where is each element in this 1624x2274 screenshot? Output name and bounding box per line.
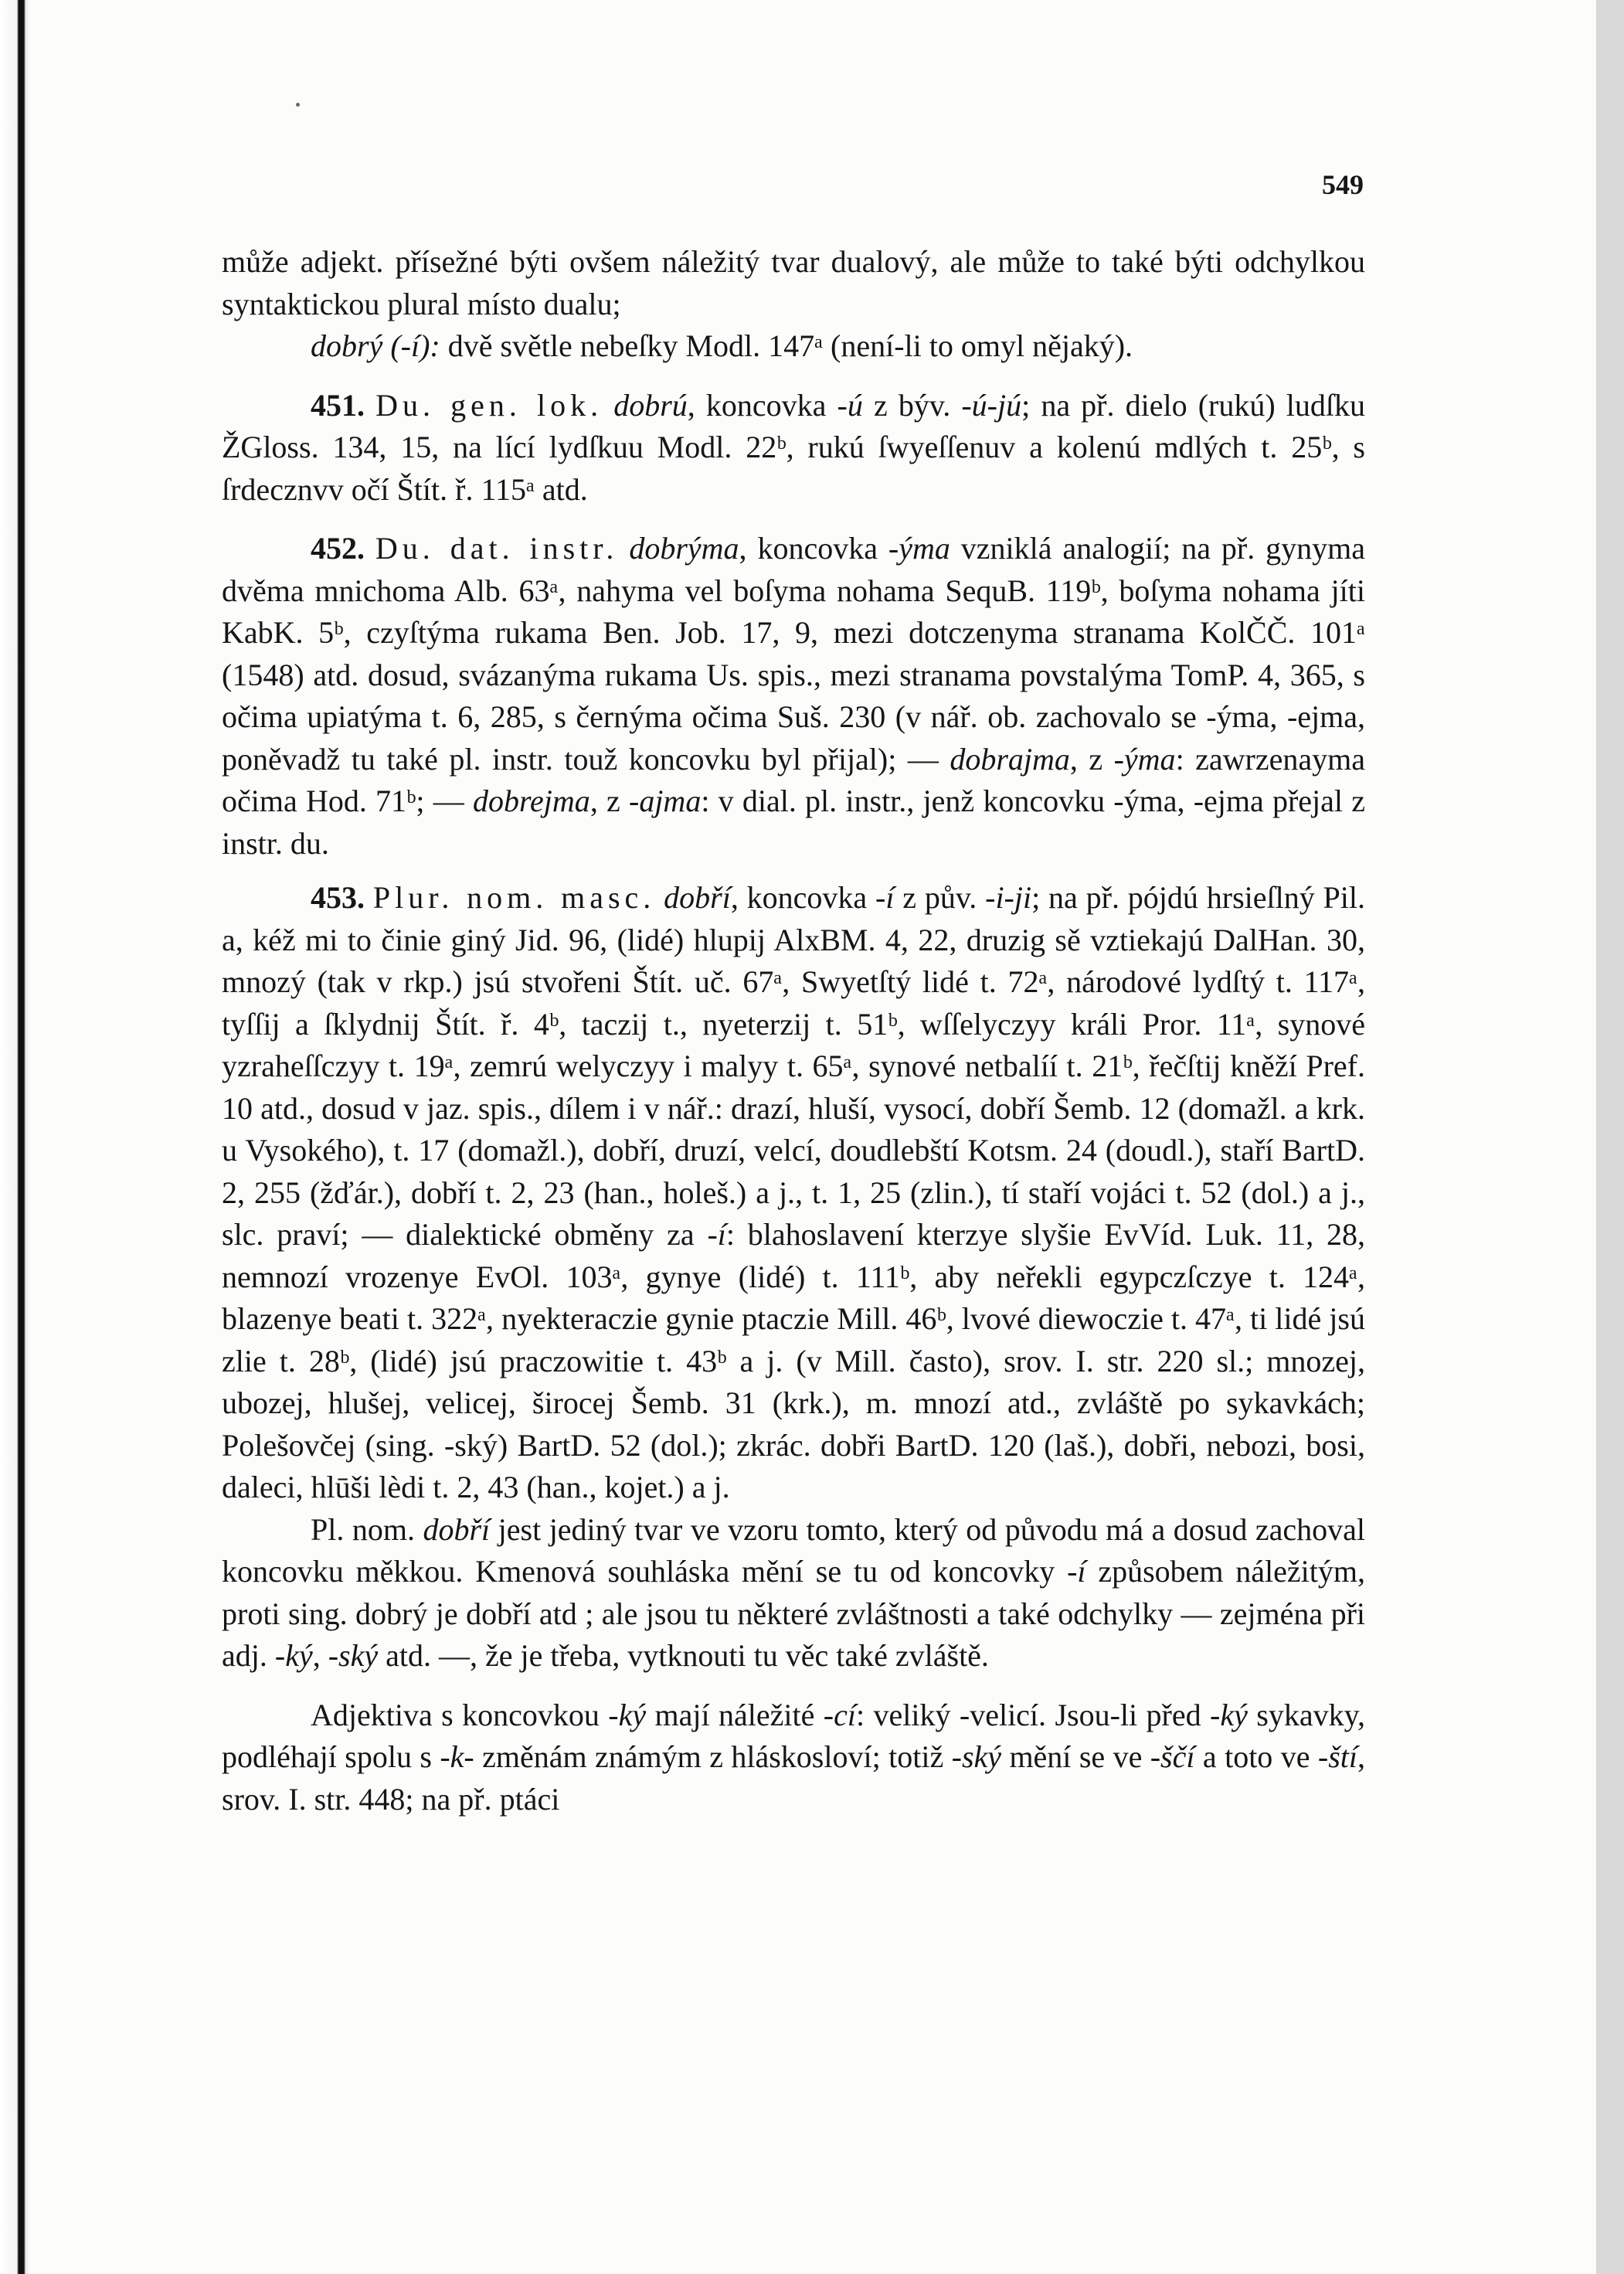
section-451: 451. Du. gen. lok. dobrú, koncovka -ú z býv. -ú-jú; na př. dielo (rukú) ludſku ŽGloss. 134, 15, na lící lydſkuu Modl. 22ᵇ, rukú ſwyeſſenuv a kolenú mdlých t. 25ᵇ, s ſrdecznvv očí Štít. ř. 115ᵃ atd. bbox=[222, 387, 1365, 507]
form-italic: dobrý (-í): bbox=[311, 328, 440, 363]
section-number: 453. bbox=[311, 880, 365, 915]
paragraph-adjektiva: Adjektiva s koncovkou -ký mají náležité -cí: veliký -velicí. Jsou-li před -ký sykavky, podléhají spolu s -k- změnám známým z hláskosloví; totiž -ský mění se ve -ščí a toto ve -ští, srov. I. str. 448; na př. ptáci bbox=[222, 1697, 1366, 1817]
section-452: 452. Du. dat. instr. dobrýma, koncovka -ýma vzniklá analogií; na př. gynyma dvěma mnichoma Alb. 63ᵃ, nahyma vel boſyma nohama SequB. 119ᵇ, boſyma nohama jíti KabK. 5ᵇ, czyſtýma rukama Ben. Job. 17, 9, mezi dotczenyma stranama KolČČ. 101ᵃ (1548) atd. dosud, svázanýma rukama Us. spis., mezi stranama povstalýma TomP. 4, 365, s očima upiatýma t. 6, 285, s černýma očima Suš. 230 (v nář. ob. zachovalo se -ýma, -ejma, poněvadž tu také pl. instr. touž koncovku byl přijal); — dobrajma, z -ýma: zawrzenayma očima Hod. 71ᵇ; — dobrejma, z -ajma: v dial. pl. instr., jenž koncovku -ýma, -ejma přejal z instr. du. bbox=[222, 531, 1366, 861]
body-text bbox=[222, 241, 1365, 1820]
book-page bbox=[29, 0, 1596, 2274]
speck bbox=[296, 103, 300, 107]
case-label: Du. dat. instr. bbox=[375, 531, 619, 566]
paragraph: může adjekt. přísežné býti ovšem náležitý tvar dualový, ale může to také býti odchylkou syntaktickou plural místo dualu; bbox=[222, 244, 1365, 321]
section-453: 453. Plur. nom. masc. dobří, koncovka -í z pův. -i-ji; na př. pójdú hrsieſlný Pil. a, kéž mi to činie giný Jid. 96, (lidé) hlupij AlxBM. 4, 22, druzig sě vztiekajú DalHan. 30, mnozý (tak v rkp.) jsú stvořeni Štít. uč. 67ᵃ, Swyetſtý lidé t. 72ᵃ, národové lydſtý t. 117ᵃ, tyſſij a ſklydnij Štít. ř. 4ᵇ, taczij t., nyeterzij t. 51ᵇ, wſſelyczyy králi Pror. 11ᵃ, synové yzraheſſczyy t. 19ᵃ, zemrú welyczyy i malyy t. 65ᵃ, synové netbalíí t. 21ᵇ, řečſtij kněží Pref. 10 atd., dosud v jaz. spis., dílem i v nář.: drazí, hluší, vysocí, dobří Šemb. 12 (domažl. a krk. u Vysokého), t. 17 (domažl.), dobří, druzí, velcí, doudlebští Kotsm. 24 (doudl.), staří BartD. 2, 255 (žďár.), dobří t. 2, 23 (han., holeš.) a j., t. 1, 25 (zlin.), tí staří vojáci t. 52 (dol.) a j., slc. praví; — dialektické obměny za -í: blahoslavení kterzye slyšie EvVíd. Luk. 11, 28, nemnozí vrozenye EvOl. 103ᵃ, gynye (lidé) t. 111ᵇ, aby neřekli egypczſczye t. 124ᵃ, blazenye beati t. 322ᵃ, nyekteraczie gynie ptaczie Mill. 46ᵇ, lvové diewoczie t. 47ᵃ, ti lidé jsú zlie t. 28ᵇ, (lidé) jsú praczowitie t. 43ᵇ a j. (v Mill. často), srov. I. str. 220 sl.; mnozej, ubozej, hlušej, velicej, širocej Šemb. 31 (krk.), m. mnozí atd., zvláště po sykavkách; Polešovčej (sing. -ský) BartD. 52 (dol.); zkrác. dobři BartD. 120 (laš.), dobři, nebozi, bosi, daleci, hlūši lèdi t. 2, 43 (han., kojet.) a j. bbox=[222, 880, 1366, 1504]
case-label: Du. gen. lok. bbox=[375, 387, 603, 423]
section-number: 452. bbox=[311, 531, 365, 566]
section-number: 451. bbox=[311, 387, 365, 423]
page-number: 549 bbox=[1322, 169, 1364, 200]
paragraph-pl-nom: Pl. nom. dobří jest jediný tvar ve vzoru tomto, který od původu má a dosud zachoval koncovku měkkou. Kmenová souhláska mění se tu od koncovky -í způsobem náležitým, proti sing. dobrý je dobří atd ; ale jsou tu některé zvláštnosti a také odchylky — zejména při adj. -ký, -ský atd. —, že je třeba, vytknouti tu věc také zvláště. bbox=[222, 1511, 1365, 1673]
paragraph-example: dobrý (-í): dvě světle nebeſky Modl. 147ᵃ (není-li to omyl nějaký). bbox=[311, 328, 1133, 363]
case-label: Plur. nom. masc. bbox=[372, 880, 656, 915]
scan-left-edge bbox=[0, 0, 29, 2274]
